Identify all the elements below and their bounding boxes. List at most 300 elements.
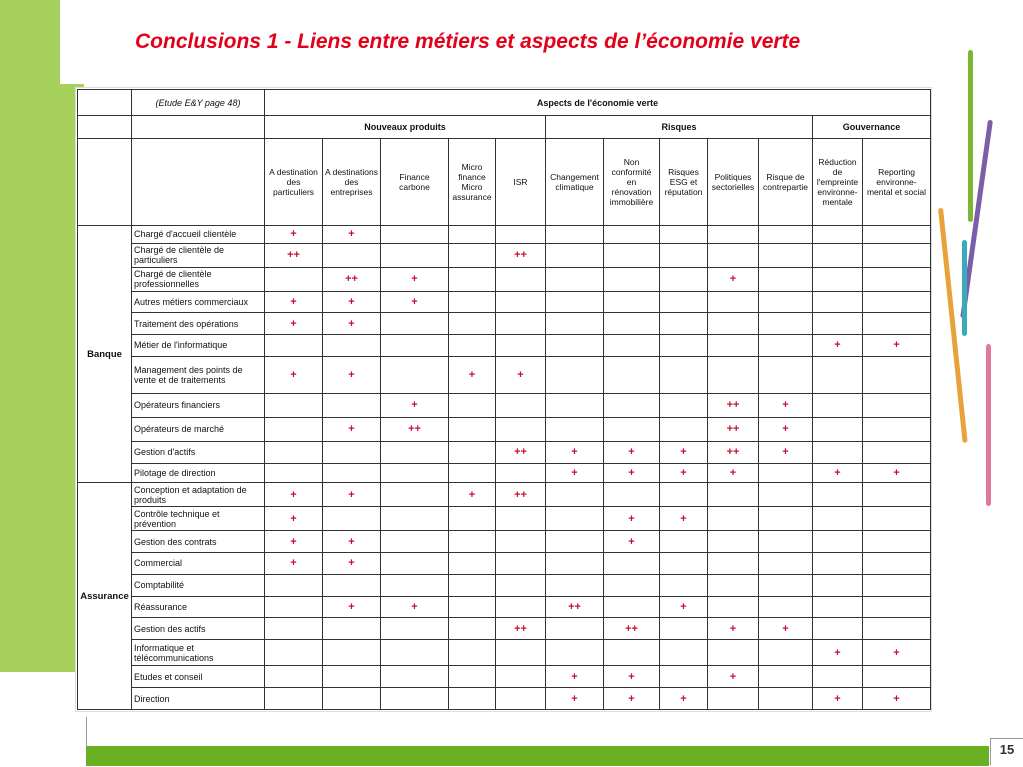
job-name: Gestion d'actifs	[132, 441, 265, 463]
impact-mark: +	[863, 640, 931, 666]
empty-cell	[78, 116, 132, 139]
impact-mark	[759, 291, 813, 313]
column-header: Finance carbone	[381, 139, 449, 226]
impact-mark	[546, 356, 604, 393]
impact-mark: +	[546, 666, 604, 688]
impact-mark	[449, 574, 496, 596]
impact-mark	[759, 552, 813, 574]
impact-mark	[863, 441, 931, 463]
impact-mark: +	[813, 688, 863, 710]
impact-mark: +	[265, 552, 323, 574]
footer-green-bar	[86, 746, 989, 766]
impact-mark	[265, 393, 323, 417]
impact-mark	[381, 313, 449, 335]
impact-mark	[813, 291, 863, 313]
impact-mark	[546, 552, 604, 574]
column-header: A destinations des entreprises	[323, 139, 381, 226]
impact-mark: ++	[546, 596, 604, 618]
impact-mark	[381, 335, 449, 357]
impact-mark	[660, 267, 708, 291]
impact-mark: +	[546, 688, 604, 710]
impact-mark	[708, 552, 759, 574]
impact-mark	[604, 313, 660, 335]
impact-mark: +	[323, 417, 381, 441]
job-name: Contrôle technique et prévention	[132, 507, 265, 531]
impact-mark: +	[863, 463, 931, 483]
impact-mark	[813, 226, 863, 243]
job-name: Chargé de clientèle professionnelles	[132, 267, 265, 291]
impact-mark	[265, 618, 323, 640]
impact-mark	[813, 356, 863, 393]
table-row	[78, 417, 931, 441]
impact-mark: +	[604, 507, 660, 531]
impact-mark: +	[546, 441, 604, 463]
impact-mark	[604, 335, 660, 357]
impact-mark	[496, 226, 546, 243]
impact-mark	[708, 243, 759, 267]
impact-mark: +	[604, 441, 660, 463]
impact-mark: +	[449, 483, 496, 507]
impact-mark	[759, 356, 813, 393]
impact-mark	[546, 313, 604, 335]
impact-mark	[496, 267, 546, 291]
column-header: Non conformité en rénovation immobilière	[604, 139, 660, 226]
table-row	[78, 531, 931, 553]
impact-mark	[265, 267, 323, 291]
impact-mark	[496, 393, 546, 417]
impact-mark	[381, 531, 449, 553]
impact-mark	[546, 393, 604, 417]
impact-mark: ++	[604, 618, 660, 640]
impact-mark	[604, 417, 660, 441]
impact-mark	[323, 574, 381, 596]
impact-mark: +	[323, 483, 381, 507]
impact-mark	[265, 574, 323, 596]
table-row	[78, 243, 931, 267]
impact-mark: +	[708, 267, 759, 291]
deco-line-green	[968, 50, 973, 222]
impact-mark	[381, 552, 449, 574]
impact-mark: +	[323, 356, 381, 393]
impact-mark	[660, 313, 708, 335]
impact-mark	[449, 596, 496, 618]
impact-mark	[496, 640, 546, 666]
left-band-notch	[60, 0, 86, 84]
impact-mark	[759, 640, 813, 666]
table-row	[78, 596, 931, 618]
impact-mark	[660, 226, 708, 243]
section-label: Banque	[78, 226, 132, 483]
impact-mark: +	[813, 640, 863, 666]
impact-mark	[604, 596, 660, 618]
impact-mark	[546, 507, 604, 531]
impact-mark	[381, 666, 449, 688]
impact-mark	[546, 640, 604, 666]
impact-mark	[708, 596, 759, 618]
column-header: Réduction de l'empreinte environne-mentale	[813, 139, 863, 226]
table-row	[78, 618, 931, 640]
impact-mark	[660, 574, 708, 596]
impact-mark	[265, 688, 323, 710]
impact-mark	[813, 531, 863, 553]
impact-mark	[449, 507, 496, 531]
impact-mark	[759, 335, 813, 357]
section-label: Assurance	[78, 483, 132, 710]
job-name: Chargé d'accueil clientèle	[132, 226, 265, 243]
table-row	[78, 666, 931, 688]
impact-mark	[604, 483, 660, 507]
impact-mark	[813, 417, 863, 441]
impact-mark: +	[759, 393, 813, 417]
impact-mark	[759, 507, 813, 531]
impact-mark: ++	[708, 393, 759, 417]
impact-mark	[813, 596, 863, 618]
job-name: Conception et adaptation de produits	[132, 483, 265, 507]
impact-mark	[496, 313, 546, 335]
impact-mark: +	[381, 393, 449, 417]
impact-mark: +	[265, 483, 323, 507]
impact-mark	[813, 666, 863, 688]
impact-mark	[863, 267, 931, 291]
impact-mark	[265, 463, 323, 483]
impact-mark	[759, 313, 813, 335]
impact-mark	[863, 417, 931, 441]
impact-mark	[323, 463, 381, 483]
job-name: Commercial	[132, 552, 265, 574]
footer-divider	[86, 717, 87, 747]
impact-mark	[381, 507, 449, 531]
impact-mark	[759, 463, 813, 483]
group-header: Gouvernance	[813, 116, 931, 139]
impact-mark	[863, 243, 931, 267]
impact-mark	[381, 483, 449, 507]
impact-mark	[449, 393, 496, 417]
deco-line-pink	[986, 344, 991, 506]
table-row	[78, 313, 931, 335]
impact-mark	[449, 417, 496, 441]
impact-mark	[381, 441, 449, 463]
impact-mark	[708, 226, 759, 243]
impact-mark	[759, 243, 813, 267]
impact-mark	[546, 483, 604, 507]
impact-mark	[546, 226, 604, 243]
impact-mark: +	[604, 666, 660, 688]
source-note: (Etude E&Y page 48)	[132, 90, 265, 116]
impact-mark	[660, 618, 708, 640]
job-name: Traitement des opérations	[132, 313, 265, 335]
impact-mark	[813, 441, 863, 463]
impact-mark	[449, 463, 496, 483]
impact-mark	[449, 531, 496, 553]
impact-mark	[323, 441, 381, 463]
impact-mark: +	[265, 291, 323, 313]
impact-mark	[604, 640, 660, 666]
impact-mark	[381, 574, 449, 596]
group-header: Risques	[546, 116, 813, 139]
impact-mark	[496, 552, 546, 574]
impact-mark	[660, 335, 708, 357]
job-name: Autres métiers commerciaux	[132, 291, 265, 313]
impact-mark: +	[323, 291, 381, 313]
impact-mark	[496, 688, 546, 710]
table-row	[78, 483, 931, 507]
impact-mark: ++	[496, 618, 546, 640]
page-number: 15	[990, 738, 1023, 765]
impact-mark	[381, 356, 449, 393]
impact-mark: ++	[323, 267, 381, 291]
impact-mark	[546, 267, 604, 291]
job-name: Gestion des contrats	[132, 531, 265, 553]
impact-mark: +	[660, 507, 708, 531]
impact-mark: ++	[381, 417, 449, 441]
impact-mark	[759, 688, 813, 710]
impact-mark: +	[863, 688, 931, 710]
empty-cell	[78, 139, 132, 226]
job-name: Pilotage de direction	[132, 463, 265, 483]
impact-mark	[604, 267, 660, 291]
impact-mark	[449, 313, 496, 335]
impact-mark: +	[265, 313, 323, 335]
job-name: Direction	[132, 688, 265, 710]
impact-mark: +	[265, 226, 323, 243]
table-row	[78, 574, 931, 596]
impact-mark	[863, 574, 931, 596]
impact-mark	[381, 243, 449, 267]
column-header: Risque de contrepartie	[759, 139, 813, 226]
impact-mark	[863, 507, 931, 531]
impact-mark	[813, 618, 863, 640]
header-row-top	[78, 90, 931, 116]
impact-mark	[863, 291, 931, 313]
impact-mark	[496, 417, 546, 441]
impact-mark: +	[449, 356, 496, 393]
impact-mark	[813, 552, 863, 574]
table-row	[78, 226, 931, 243]
impact-mark	[323, 618, 381, 640]
impact-mark	[496, 335, 546, 357]
impact-mark	[546, 417, 604, 441]
impact-mark	[813, 483, 863, 507]
job-name: Opérateurs financiers	[132, 393, 265, 417]
impact-mark	[660, 640, 708, 666]
impact-mark	[863, 666, 931, 688]
job-name: Comptabilité	[132, 574, 265, 596]
impact-mark: +	[381, 596, 449, 618]
deco-line-teal	[962, 240, 967, 336]
impact-mark: +	[660, 688, 708, 710]
impact-mark: +	[660, 441, 708, 463]
table-row	[78, 393, 931, 417]
impact-mark	[708, 313, 759, 335]
impact-mark	[449, 640, 496, 666]
impact-mark	[708, 483, 759, 507]
impact-mark: ++	[708, 441, 759, 463]
impact-mark	[546, 531, 604, 553]
impact-mark	[496, 666, 546, 688]
impact-mark	[546, 243, 604, 267]
impact-mark	[381, 463, 449, 483]
impact-mark	[863, 313, 931, 335]
impact-mark	[660, 417, 708, 441]
jobs-green-economy-matrix	[77, 89, 931, 710]
impact-mark	[813, 393, 863, 417]
column-header: Reporting environne-mental et social	[863, 139, 931, 226]
table-row	[78, 640, 931, 666]
header-row-groups	[78, 116, 931, 139]
impact-mark	[708, 640, 759, 666]
impact-mark	[449, 335, 496, 357]
impact-mark	[381, 688, 449, 710]
impact-mark	[863, 483, 931, 507]
impact-mark	[708, 335, 759, 357]
impact-mark: +	[265, 356, 323, 393]
main-header: Aspects de l'économie verte	[265, 90, 931, 116]
impact-mark	[323, 640, 381, 666]
empty-cell	[132, 139, 265, 226]
impact-mark: +	[660, 596, 708, 618]
impact-mark	[813, 243, 863, 267]
impact-mark	[863, 618, 931, 640]
impact-mark: +	[496, 356, 546, 393]
impact-mark: +	[381, 267, 449, 291]
impact-mark	[449, 226, 496, 243]
impact-mark	[449, 688, 496, 710]
impact-mark	[449, 441, 496, 463]
table-row	[78, 688, 931, 710]
impact-mark	[604, 552, 660, 574]
impact-mark	[449, 552, 496, 574]
impact-mark	[323, 666, 381, 688]
impact-mark	[604, 574, 660, 596]
impact-mark	[759, 574, 813, 596]
impact-mark: +	[813, 463, 863, 483]
impact-mark	[660, 356, 708, 393]
job-name: Opérateurs de marché	[132, 417, 265, 441]
impact-mark: +	[546, 463, 604, 483]
impact-mark: +	[759, 618, 813, 640]
impact-mark	[323, 335, 381, 357]
impact-mark	[759, 483, 813, 507]
table-row	[78, 441, 931, 463]
impact-mark: +	[708, 463, 759, 483]
impact-mark: +	[708, 618, 759, 640]
impact-mark	[323, 243, 381, 267]
impact-mark	[759, 226, 813, 243]
impact-mark	[604, 243, 660, 267]
impact-mark	[265, 417, 323, 441]
impact-mark	[604, 393, 660, 417]
job-name: Métier de l'informatique	[132, 335, 265, 357]
corner-cell	[78, 90, 132, 116]
job-name: Réassurance	[132, 596, 265, 618]
impact-mark	[265, 596, 323, 618]
impact-mark	[265, 640, 323, 666]
left-green-band	[0, 0, 84, 672]
impact-mark: +	[759, 417, 813, 441]
impact-mark	[863, 596, 931, 618]
impact-mark	[381, 640, 449, 666]
table-row	[78, 552, 931, 574]
impact-mark	[546, 574, 604, 596]
impact-mark	[381, 226, 449, 243]
impact-mark	[863, 226, 931, 243]
impact-mark: +	[604, 463, 660, 483]
impact-mark	[449, 291, 496, 313]
impact-mark: +	[323, 596, 381, 618]
impact-mark	[449, 666, 496, 688]
impact-mark	[496, 574, 546, 596]
impact-mark: ++	[496, 483, 546, 507]
impact-mark	[708, 574, 759, 596]
impact-mark	[660, 552, 708, 574]
job-name: Gestion des actifs	[132, 618, 265, 640]
impact-mark	[265, 441, 323, 463]
impact-mark	[813, 267, 863, 291]
impact-mark	[660, 666, 708, 688]
impact-mark	[660, 393, 708, 417]
impact-mark	[759, 666, 813, 688]
impact-mark	[265, 666, 323, 688]
impact-mark: +	[604, 688, 660, 710]
job-name: Informatique et télécommunications	[132, 640, 265, 666]
impact-mark: +	[323, 313, 381, 335]
impact-mark: +	[381, 291, 449, 313]
impact-mark: +	[708, 666, 759, 688]
matrix-table-container	[76, 88, 931, 711]
impact-mark	[496, 291, 546, 313]
column-header: ISR	[496, 139, 546, 226]
impact-mark	[449, 618, 496, 640]
impact-mark	[759, 596, 813, 618]
table-row	[78, 356, 931, 393]
impact-mark	[546, 335, 604, 357]
impact-mark	[863, 393, 931, 417]
job-name: Chargé de clientèle de particuliers	[132, 243, 265, 267]
impact-mark: +	[323, 226, 381, 243]
impact-mark	[708, 531, 759, 553]
impact-mark	[660, 243, 708, 267]
impact-mark: +	[863, 335, 931, 357]
impact-mark	[863, 356, 931, 393]
impact-mark	[449, 267, 496, 291]
group-header: Nouveaux produits	[265, 116, 546, 139]
impact-mark	[660, 291, 708, 313]
impact-mark	[660, 483, 708, 507]
impact-mark: +	[323, 552, 381, 574]
impact-mark	[759, 267, 813, 291]
impact-mark	[604, 291, 660, 313]
header-row-columns	[78, 139, 931, 226]
impact-mark	[863, 552, 931, 574]
impact-mark	[546, 618, 604, 640]
column-header: Politiques sectorielles	[708, 139, 759, 226]
impact-mark: ++	[708, 417, 759, 441]
table-row	[78, 267, 931, 291]
impact-mark	[496, 463, 546, 483]
slide-title: Conclusions 1 - Liens entre métiers et aspects de l’économie verte	[135, 30, 801, 53]
impact-mark: +	[660, 463, 708, 483]
impact-mark	[708, 356, 759, 393]
impact-mark	[813, 313, 863, 335]
impact-mark	[813, 507, 863, 531]
impact-mark: ++	[496, 441, 546, 463]
impact-mark	[759, 531, 813, 553]
impact-mark	[708, 688, 759, 710]
impact-mark: +	[265, 507, 323, 531]
column-header: Changement climatique	[546, 139, 604, 226]
impact-mark	[323, 688, 381, 710]
impact-mark	[546, 291, 604, 313]
